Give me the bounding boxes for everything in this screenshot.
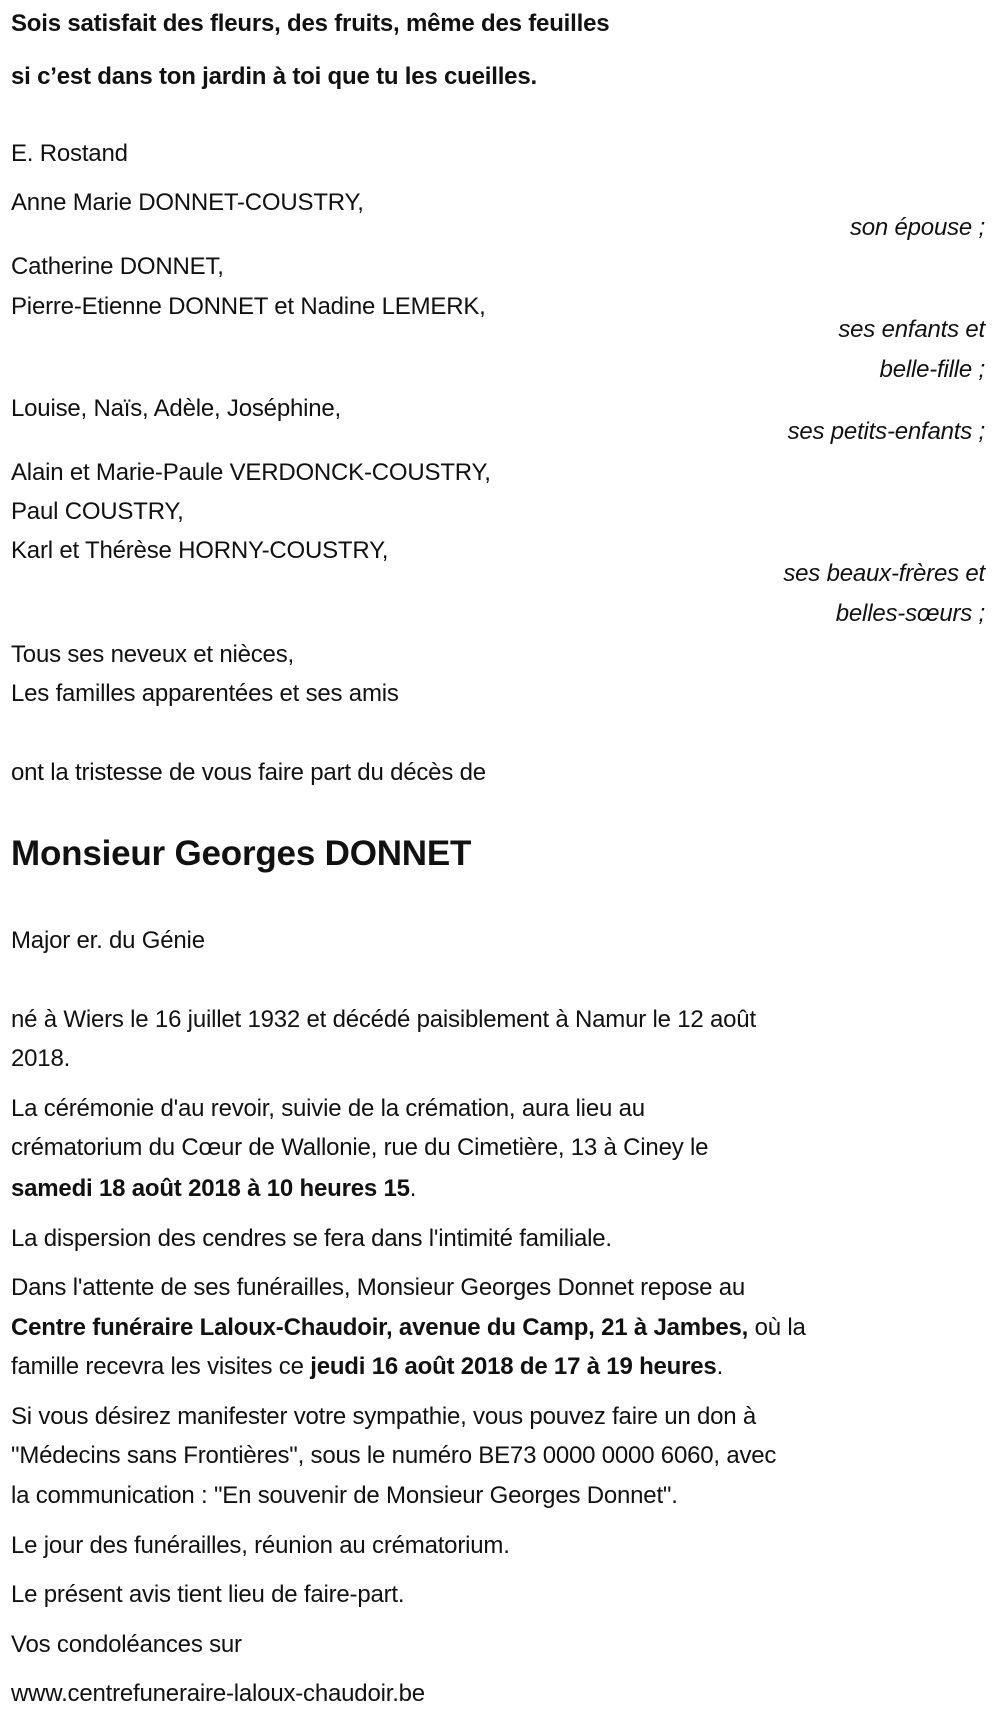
notice: Le présent avis tient lieu de faire-part. — [11, 1581, 405, 1608]
donation-line: la communication : "En souvenir de Monsieur Georges Donnet". — [11, 1482, 678, 1509]
quote-line-2: si c’est dans ton jardin à toi que tu les cueilles. — [11, 63, 537, 90]
website-link[interactable]: www.centrefuneraire-laloux-chaudoir.be — [11, 1680, 425, 1707]
visits-place-after: où la — [748, 1314, 806, 1341]
visits-place-line — [11, 1313, 806, 1343]
donation-line: "Médecins sans Frontières", sous le numéro BE73 0000 0000 6060, avec — [11, 1442, 777, 1469]
children-role: belle-fille ; — [879, 356, 985, 383]
ceremony-line: La cérémonie d'au revoir, suivie de la crémation, aura lieu au — [11, 1095, 645, 1122]
child-name: Pierre-Etienne DONNET et Nadine LEMERK, — [11, 293, 486, 320]
visits-time-start: famille recevra les visites ce — [11, 1353, 311, 1380]
grandchildren-names: Louise, Naïs, Adèle, Joséphine, — [11, 395, 342, 422]
quote-author: E. Rostand — [11, 140, 128, 167]
children-role: ses enfants et — [838, 316, 985, 343]
child-name: Catherine DONNET, — [11, 253, 224, 280]
spouse-name: Anne Marie DONNET-COUSTRY, — [11, 189, 364, 216]
birth-death-line: 2018. — [11, 1045, 71, 1072]
others-line: Les familles apparentées et ses amis — [11, 680, 399, 707]
inlaws-role: ses beaux-frères et — [783, 560, 985, 587]
visits-time: jeudi 16 août 2018 de 17 à 19 heures — [310, 1353, 717, 1380]
dispersion: La dispersion des cendres se fera dans l'intimité familiale. — [11, 1225, 612, 1252]
birth-death-line: né à Wiers le 16 juillet 1932 et décédé paisiblement à Namur le 12 août — [11, 1006, 756, 1033]
funeral-day: Le jour des funérailles, réunion au crématorium. — [11, 1532, 510, 1559]
ceremony-line: crématorium du Cœur de Wallonie, rue du Cimetière, 13 à Ciney le — [11, 1134, 709, 1161]
announcement: ont la tristesse de vous faire part du décès de — [11, 759, 486, 786]
condolences-label: Vos condoléances sur — [11, 1631, 242, 1658]
quote-line-1: Sois satisfait des fleurs, des fruits, même des feuilles — [11, 10, 610, 37]
inlaw-name: Karl et Thérèse HORNY-COUSTRY, — [11, 537, 389, 564]
deceased-name: Monsieur Georges DONNET — [11, 834, 472, 873]
ceremony-date-end: . — [409, 1175, 417, 1202]
donation-line: Si vous désirez manifester votre sympathie, vous pouvez faire un don à — [11, 1403, 757, 1430]
inlaw-name: Alain et Marie-Paule VERDONCK-COUSTRY, — [11, 459, 491, 486]
grandchildren-role: ses petits-enfants ; — [787, 418, 985, 445]
visits-time-line — [11, 1352, 723, 1382]
ceremony-date-line — [11, 1174, 416, 1204]
inlaw-name: Paul COUSTRY, — [11, 498, 184, 525]
others-line: Tous ses neveux et nièces, — [11, 641, 294, 668]
ceremony-date: samedi 18 août 2018 à 10 heures 15 — [11, 1175, 410, 1202]
spouse-role: son épouse ; — [849, 214, 985, 241]
visits-time-end: . — [716, 1353, 724, 1380]
inlaws-role: belles-sœurs ; — [835, 600, 985, 627]
rank: Major er. du Génie — [11, 927, 205, 954]
visits-line: Dans l'attente de ses funérailles, Monsieur Georges Donnet repose au — [11, 1274, 746, 1301]
funeral-center: Centre funéraire Laloux-Chaudoir, avenue du Camp, 21 à Jambes, — [11, 1314, 749, 1341]
